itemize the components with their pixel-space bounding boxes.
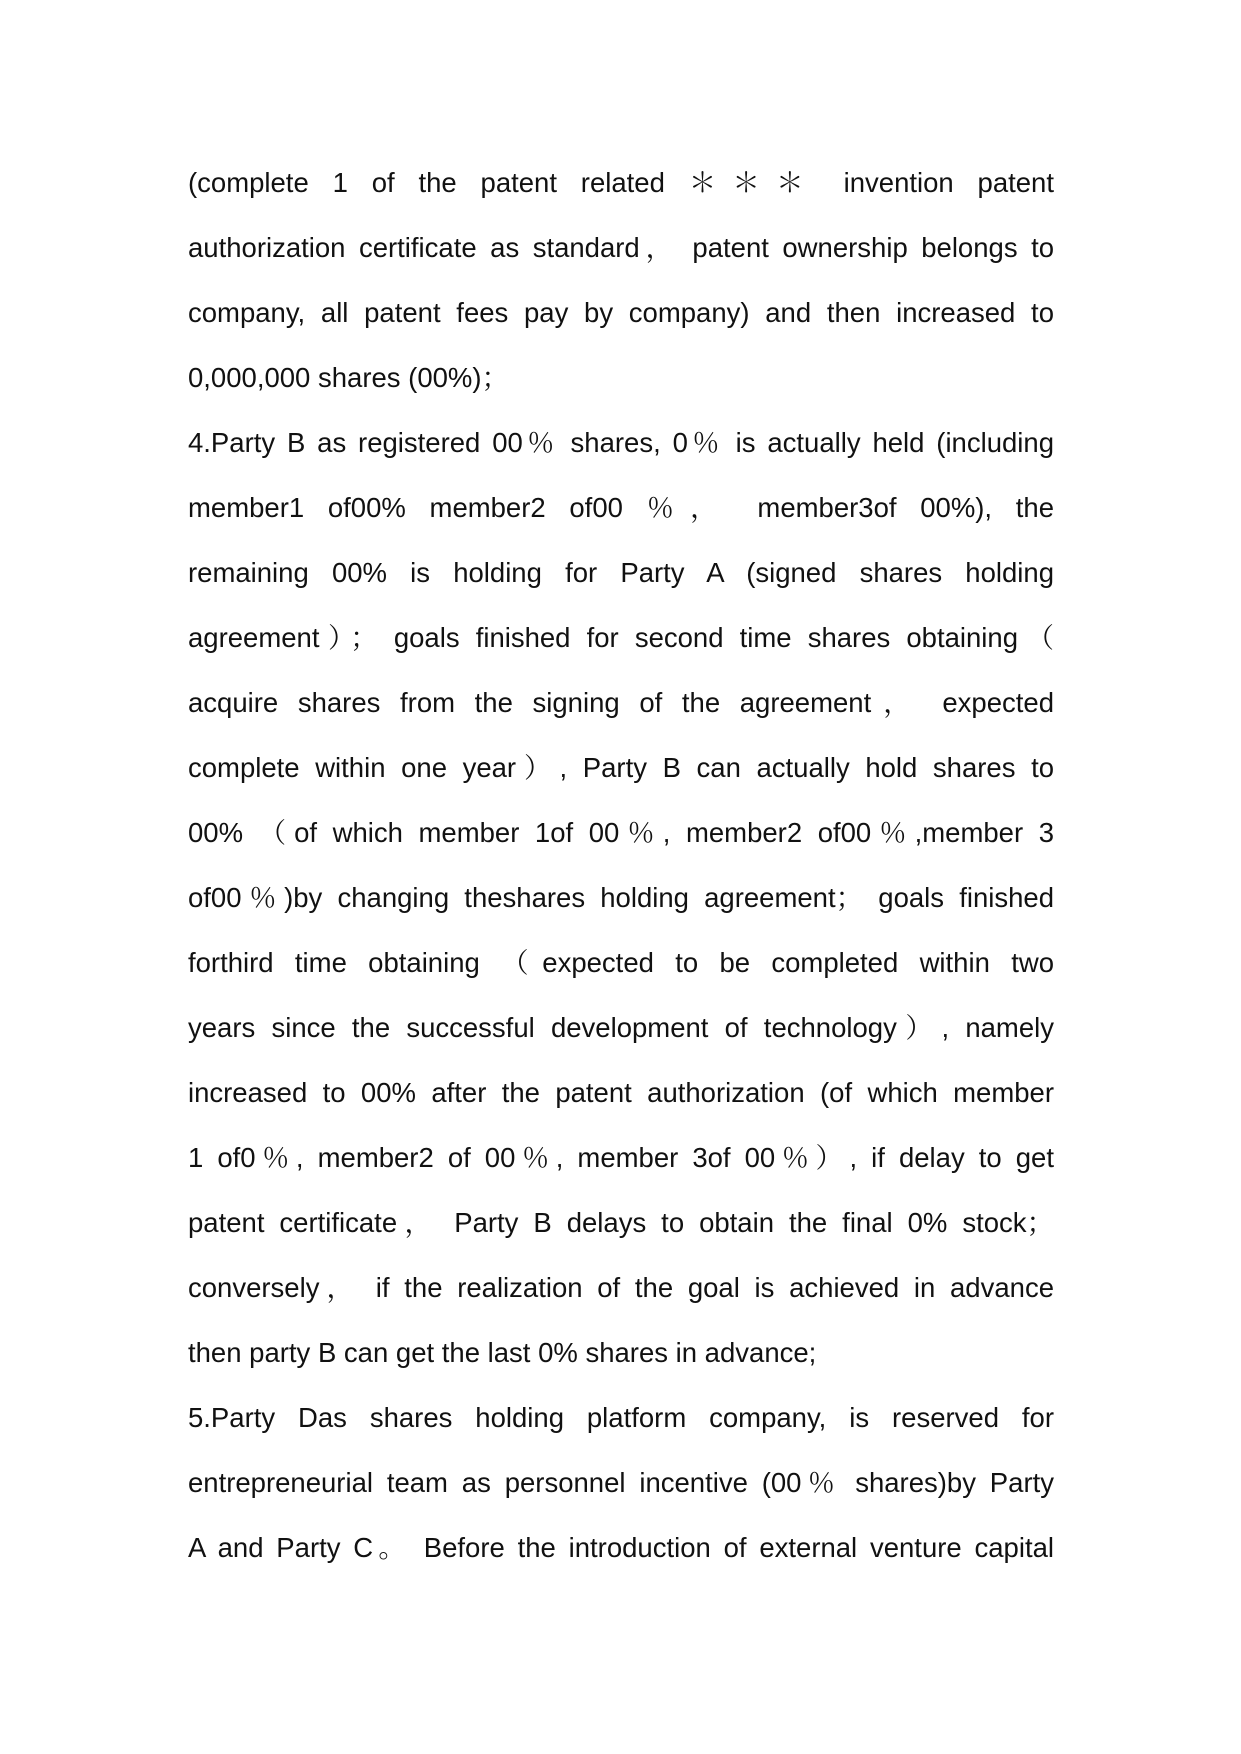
text-line-11: 00% （of which member 1of 00％, member2 of00％,member 3 xyxy=(188,817,1054,848)
text-line-17: patent certificate， Party B delays to obtain the final 0% stock； xyxy=(188,1207,1054,1238)
text-line-12: of00％)by changing theshares holding agreement； goals finished xyxy=(188,882,1054,913)
text-line-18: conversely， if the realization of the goal is achieved in advance xyxy=(188,1272,1054,1303)
text-line-15: increased to 00% after the patent authorization (of which member xyxy=(188,1077,1054,1108)
text-line-14: years since the successful development of technology）, namely xyxy=(188,1012,1054,1043)
text-line-13: forthird time obtaining （expected to be completed within two xyxy=(188,947,1054,978)
text-line-1: (complete 1 of the patent related ＊＊＊ invention patent xyxy=(188,167,1054,198)
text-line-10: complete within one year）, Party B can actually hold shares to xyxy=(188,752,1054,783)
text-line-16: 1 of0％, member2 of 00％, member 3of 00％）, if delay to get xyxy=(188,1142,1054,1173)
text-line-6: member1 of00% member2 of00 ％， member3of 00%), the xyxy=(188,492,1054,523)
text-line-7: remaining 00% is holding for Party A (signed shares holding xyxy=(188,557,1054,588)
body-text xyxy=(188,150,1054,1580)
text-line-20: 5.Party Das shares holding platform company, is reserved for xyxy=(188,1402,1054,1433)
text-line-4: 0,000,000 shares (00%)； xyxy=(188,362,510,393)
text-line-3: company, all patent fees pay by company) and then increased to xyxy=(188,297,1054,328)
text-line-5: 4.Party B as registered 00％ shares, 0％ is actually held (including xyxy=(188,427,1054,458)
text-line-8: agreement）； goals finished for second time shares obtaining（ xyxy=(188,622,1054,653)
text-line-2: authorization certificate as standard， patent ownership belongs to xyxy=(188,232,1054,263)
text-line-19: then party B can get the last 0% shares in advance; xyxy=(188,1337,817,1368)
text-line-22: A and Party C。 Before the introduction of external venture capital xyxy=(188,1532,1054,1563)
text-line-9: acquire shares from the signing of the agreement， expected xyxy=(188,687,1054,718)
text-line-21: entrepreneurial team as personnel incentive (00％ shares)by Party xyxy=(188,1467,1054,1498)
